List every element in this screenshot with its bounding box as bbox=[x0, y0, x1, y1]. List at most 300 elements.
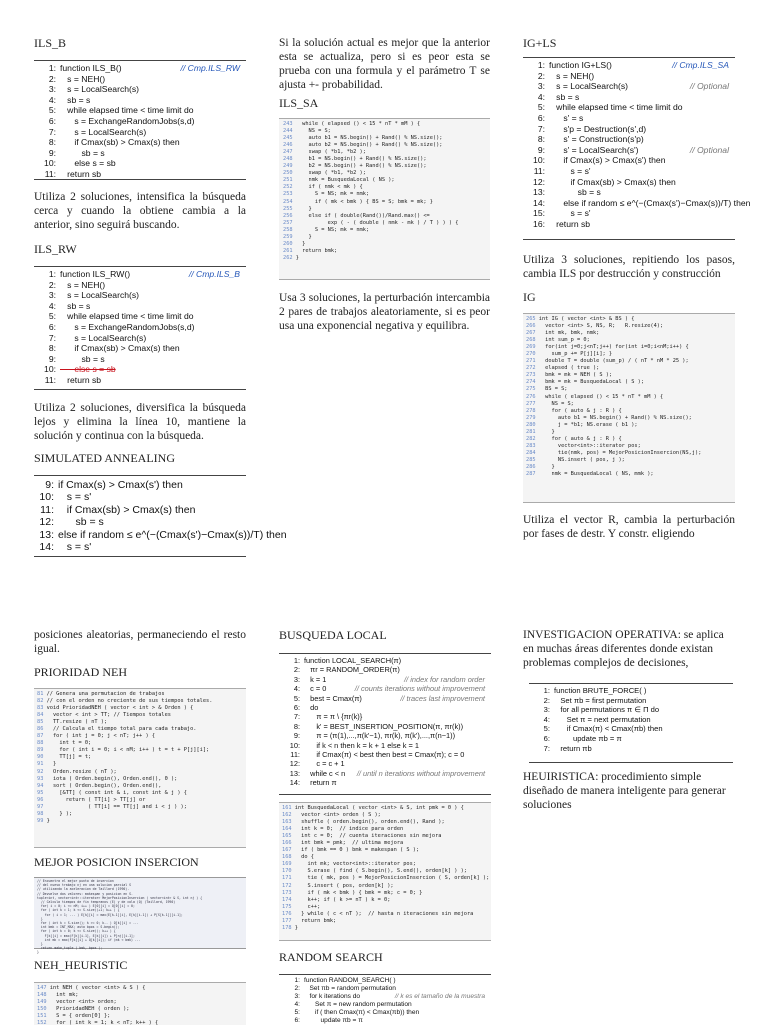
code-line-text: for ( int k = 1; k < nT; k++ ) { bbox=[46, 1020, 159, 1027]
line-number: 3: bbox=[294, 993, 300, 1000]
algorithm-line bbox=[529, 187, 735, 198]
code-line bbox=[37, 811, 246, 818]
line-text: while elapsed time < time limit do bbox=[60, 311, 194, 322]
ils-b-lines bbox=[34, 61, 246, 180]
code-line-number: 176 bbox=[282, 910, 292, 917]
code-line-number: 169 bbox=[282, 861, 292, 868]
code-line-text: S.erase ( find ( S.begin(), S.end(), orden[k] ) ); bbox=[291, 868, 467, 875]
code-line-text: return bmk; bbox=[292, 247, 338, 254]
code-line: int bmk = INT_MAX; auto bpos = S.begin(); bbox=[37, 925, 120, 930]
code-line-text: if ( mk < bmk ) { bmk = mk; c = 0; } bbox=[291, 889, 423, 896]
line-number: 13: bbox=[533, 187, 545, 198]
code-line-number: 85 bbox=[37, 719, 44, 726]
sa-intro-text: Si la solución actual es mejor que la anterior esta se actualiza, pero si es peor esta se prueba con una formula y el parámetro T se ajusta +- probabilidad. bbox=[279, 37, 490, 91]
code-line-number: 277 bbox=[526, 400, 536, 407]
line-number: 4: bbox=[48, 300, 56, 311]
code-line-text: tie(nmk, pos) = MejorPosicionInsercion(NS,j); bbox=[535, 449, 702, 456]
code-line-text: shuffle ( orden.begin(), orden.end(), Rand ); bbox=[291, 819, 445, 826]
code-line-text: c++; bbox=[291, 903, 321, 910]
code-line-number: 173 bbox=[282, 889, 292, 896]
busqueda-local-lines bbox=[279, 654, 491, 788]
line-number: 2: bbox=[48, 73, 56, 84]
code-line bbox=[282, 826, 491, 833]
code-line bbox=[37, 719, 246, 726]
ils-sa-code bbox=[279, 118, 490, 280]
code-line-number: 255 bbox=[283, 205, 293, 212]
line-text: while c < n bbox=[304, 768, 346, 778]
line-number: 2: bbox=[537, 70, 545, 81]
line-number: 7: bbox=[48, 332, 56, 343]
line-number: 5: bbox=[48, 105, 56, 116]
line-comment: // k es el tamaño de la muestra bbox=[394, 993, 485, 1000]
code-line bbox=[283, 255, 490, 262]
code-line-text: } bbox=[292, 205, 312, 212]
code-line-text: S.insert ( pos, orden[k] ); bbox=[291, 882, 394, 889]
code-line-text: S = NS; mk = nmk; bbox=[292, 191, 370, 198]
code-line: F[k][i] = max(F[k][i-1], E[k][i]) + P[nj][i-1]; bbox=[37, 933, 135, 938]
code-line-text: return ( TT[i] > TT[j] or bbox=[43, 796, 146, 803]
code-line bbox=[37, 769, 246, 776]
code-line-text: int sum_p = 0; bbox=[535, 337, 590, 344]
code-line-number: 282 bbox=[526, 435, 536, 442]
line-text: s = s' bbox=[58, 541, 92, 554]
ils-b-description: Utiliza 2 soluciones, intensifica la búsqueda cerca y cuando la obtiene cambia a la anterior, sino seguirá buscando. bbox=[34, 191, 246, 231]
code-line-text: sort ( Orden.begin(), Orden.end(), bbox=[43, 782, 162, 789]
line-comment: // Optional bbox=[689, 81, 729, 92]
code-line bbox=[282, 833, 491, 840]
line-text: c = 0 bbox=[304, 684, 327, 694]
code-line-number: 170 bbox=[282, 868, 292, 875]
code-line-number: 97 bbox=[37, 803, 44, 810]
algorithm-line bbox=[529, 60, 735, 71]
line-number: 10: bbox=[44, 158, 56, 169]
code-line: for ( int k = 0; k <= S.size(); k++ ) { bbox=[37, 929, 116, 934]
code-line: // Calcula tiempos de fin tempranos (E) y de cola (Q) (Taillard, 1990) bbox=[37, 900, 176, 905]
code-line-text: TT.resize ( nT ); bbox=[43, 719, 108, 726]
line-number: 10: bbox=[533, 155, 545, 166]
code-line-number: 87 bbox=[37, 733, 44, 740]
algorithm-line bbox=[284, 750, 491, 759]
code-line-text: int mk, bmk, nmk; bbox=[535, 330, 600, 337]
line-number: 10: bbox=[39, 491, 54, 504]
algorithm-line bbox=[284, 1017, 491, 1025]
code-line bbox=[37, 804, 246, 811]
algorithm-line bbox=[284, 675, 491, 684]
line-text: while elapsed time < time limit do bbox=[60, 105, 194, 116]
line-number: 2: bbox=[293, 665, 300, 675]
ils-sa-title: ILS_SA bbox=[279, 96, 319, 110]
code-line bbox=[283, 234, 490, 241]
code-line-text: swap ( *b1, *b2 ); bbox=[292, 170, 366, 177]
code-line bbox=[37, 691, 246, 698]
code-line: for( i = 0; i <= nM; i++ ) E[0][i] = Q[0][i] = 0; bbox=[37, 904, 135, 909]
algorithm-line bbox=[534, 696, 733, 706]
line-text: if Cmax(π) < Cmax(πb) then bbox=[554, 724, 663, 734]
mejor-posicion-code bbox=[34, 877, 246, 955]
code-line bbox=[283, 142, 490, 149]
line-number: 1: bbox=[543, 686, 550, 695]
code-line bbox=[282, 819, 491, 826]
code-line-text: if ( mk < bmk ) { BS = S; bmk = mk; } bbox=[292, 198, 433, 205]
code-line-text: } bbox=[43, 761, 57, 768]
line-number: 6: bbox=[48, 321, 56, 332]
line-text: for all permutations π ∈ Π do bbox=[554, 705, 660, 715]
code-line-number: 81 bbox=[37, 691, 44, 697]
code-line-number: 88 bbox=[37, 740, 44, 747]
code-line-number: 168 bbox=[282, 854, 292, 861]
code-line-text: NS = S; bbox=[292, 128, 331, 135]
algorithm-line bbox=[534, 686, 733, 696]
code-line-number: 165 bbox=[282, 833, 292, 840]
ils-b-algorithm bbox=[34, 60, 246, 180]
line-text: s = NEH() bbox=[60, 73, 106, 84]
code-line bbox=[37, 1006, 246, 1013]
line-number: 7: bbox=[543, 743, 550, 753]
code-line-number: 280 bbox=[526, 421, 536, 428]
code-line bbox=[526, 450, 735, 457]
code-line-number: 269 bbox=[526, 344, 536, 351]
code-line-text: nmk = BusquedaLocal ( NS, mmk ); bbox=[535, 471, 654, 478]
algorithm-line bbox=[40, 169, 246, 180]
line-number: 6: bbox=[537, 112, 545, 123]
code-line-number: 86 bbox=[37, 726, 44, 733]
code-line-number: 261 bbox=[283, 247, 293, 254]
code-line bbox=[37, 1013, 246, 1020]
code-line-number: 267 bbox=[526, 330, 536, 337]
code-line bbox=[283, 149, 490, 156]
algorithm-line bbox=[40, 269, 246, 280]
code-line-text: iota ( Orden.begin(), Orden.end(), 0 ); bbox=[43, 775, 178, 782]
line-number: 9: bbox=[537, 144, 545, 155]
code-line bbox=[526, 316, 735, 323]
algorithm-line bbox=[284, 712, 491, 721]
ig-description: Utiliza el vector R, cambia la perturbación por fases de destr. Y constr. eligiendo bbox=[523, 514, 735, 540]
random-search-lines bbox=[279, 975, 491, 1025]
line-text: else if random ≤ e^(−(Cmax(s')−Cmax(s))/T) then bbox=[549, 197, 751, 208]
line-number: 13: bbox=[289, 768, 300, 778]
code-line bbox=[283, 121, 490, 128]
code-line bbox=[526, 401, 735, 408]
code-line-text: S = NS; mk = nmk; bbox=[292, 226, 370, 233]
code-line bbox=[37, 733, 246, 740]
code-line-text: int c = 0; // cuenta iteraciones sin mejora bbox=[291, 833, 442, 840]
line-text: s'p = Destruction(s',d) bbox=[549, 123, 647, 134]
code-line bbox=[283, 156, 490, 163]
code-line-number: 178 bbox=[282, 924, 292, 931]
code-line-number: 243 bbox=[283, 121, 293, 127]
line-number: 14: bbox=[533, 197, 545, 208]
line-number: 5: bbox=[537, 102, 545, 113]
line-number: 9: bbox=[293, 731, 300, 741]
line-number: 4: bbox=[48, 94, 56, 105]
line-text: function ILS_RW() bbox=[60, 269, 131, 279]
code-line-text: b1 = NS.begin() + Rand() % NS.size(); bbox=[292, 156, 427, 163]
line-number: 4: bbox=[294, 1001, 300, 1008]
code-line bbox=[37, 992, 246, 999]
ils-rw-algorithm bbox=[34, 266, 246, 390]
algorithm-line bbox=[38, 479, 246, 491]
code-line-text: k++; if ( k >= nT ) k = 0; bbox=[291, 896, 391, 903]
code-line: // del nuevo trabajo nj en una solucion parcial S bbox=[37, 883, 132, 888]
code-line-text: sum_p += P[j][i]; } bbox=[535, 351, 613, 358]
algorithm-line bbox=[284, 985, 491, 993]
line-number: 1: bbox=[294, 977, 300, 984]
line-text: s = NEH() bbox=[60, 279, 106, 290]
code-line bbox=[283, 248, 490, 255]
code-line-number: 276 bbox=[526, 393, 536, 400]
code-line-text: auto b2 = NS.begin() + Rand() % NS.size(); bbox=[292, 142, 443, 149]
igls-algorithm bbox=[523, 57, 751, 240]
code-line: } bbox=[37, 950, 39, 955]
line-comment: // Cmp.ILS_B bbox=[188, 269, 240, 279]
code-line bbox=[37, 783, 246, 790]
code-line-text: int BusquedaLocal ( vector <int> & S, int pmk = 0 ) { bbox=[291, 805, 464, 811]
code-line-text: bmk = mk = NEH ( S ); bbox=[535, 372, 613, 379]
line-text: π = π \ {πr(k)} bbox=[304, 712, 363, 722]
code-line-text: int t = 0; bbox=[43, 740, 92, 747]
algorithm-line bbox=[40, 137, 246, 148]
line-comment: // counts iterations without improvement bbox=[354, 684, 485, 694]
code-line-number: 246 bbox=[283, 142, 293, 149]
code-line-text: double T = double (sum_p) / ( nT * nM * 25 ); bbox=[535, 358, 689, 365]
line-number: 1: bbox=[48, 269, 56, 279]
code-line-text: b2 = NS.begin() + Rand() % NS.size(); bbox=[292, 163, 427, 170]
mejor-posicion-code-lines bbox=[34, 878, 246, 955]
algorithm-line bbox=[529, 113, 735, 124]
code-line-text: j = *b1; NS.erase ( b1 ); bbox=[535, 421, 638, 428]
ig-description-continued: posiciones aleatorias, permaneciendo el resto igual. bbox=[34, 629, 246, 655]
code-line: } bbox=[37, 942, 43, 947]
line-number: 7: bbox=[48, 126, 56, 137]
line-text: sb = s bbox=[60, 300, 91, 311]
code-line-number: 245 bbox=[283, 135, 293, 142]
code-line bbox=[37, 740, 246, 747]
line-text: s = LocalSearch(s) bbox=[60, 290, 140, 301]
algorithm-line bbox=[38, 516, 246, 528]
algorithm-line bbox=[38, 504, 246, 516]
algorithm-line bbox=[284, 731, 491, 740]
line-text: function BRUTE_FORCE( ) bbox=[554, 686, 647, 695]
line-text: sb = s bbox=[549, 91, 580, 102]
algorithm-line bbox=[284, 694, 491, 703]
code-line-text: int NEH ( vector <int> & S ) { bbox=[46, 985, 146, 991]
code-line-number: 279 bbox=[526, 414, 536, 421]
algorithm-line bbox=[529, 208, 735, 219]
code-line-number: 91 bbox=[37, 761, 44, 768]
algorithm-line bbox=[40, 311, 246, 322]
algorithm-line bbox=[284, 993, 491, 1001]
code-line-text: vector <int> orden ( S ); bbox=[291, 812, 381, 819]
code-line-number: 275 bbox=[526, 386, 536, 393]
line-comment: // index for random order bbox=[404, 674, 485, 684]
line-number: 11: bbox=[44, 374, 56, 385]
line-number: 1: bbox=[293, 656, 300, 665]
line-number: 4: bbox=[543, 714, 550, 724]
line-text: sb = s bbox=[58, 516, 104, 529]
code-line-number: 254 bbox=[283, 198, 293, 205]
code-line-text: while ( elapsed () < 15 * nT * mM ) { bbox=[292, 121, 421, 127]
line-number: 1: bbox=[48, 63, 56, 73]
code-line-number: 83 bbox=[37, 705, 44, 712]
code-line-text: BS = S; bbox=[535, 386, 568, 393]
algorithm-line bbox=[40, 116, 246, 127]
line-comment: // Cmp.ILS_SA bbox=[672, 60, 729, 70]
line-number: 5: bbox=[293, 693, 300, 703]
code-line bbox=[37, 776, 246, 783]
code-line-number: 151 bbox=[37, 1013, 47, 1020]
algorithm-line bbox=[529, 145, 735, 156]
code-line-number: 262 bbox=[283, 254, 293, 261]
code-line-number: 96 bbox=[37, 796, 44, 803]
ig-code bbox=[523, 313, 735, 503]
algorithm-line bbox=[40, 95, 246, 106]
brute-force-algorithm bbox=[529, 683, 733, 763]
line-text: πr = RANDOM_ORDER(π) bbox=[304, 665, 400, 675]
line-text: else s = sb bbox=[60, 364, 116, 375]
ils-b-title: ILS_B bbox=[34, 36, 67, 50]
code-line bbox=[526, 358, 735, 365]
line-comment: // traces last improvement bbox=[400, 693, 485, 703]
neh-heuristic-code bbox=[34, 982, 246, 1025]
code-line-number: 258 bbox=[283, 226, 293, 233]
code-line-text: } bbox=[291, 924, 298, 931]
code-line bbox=[526, 429, 735, 436]
code-line bbox=[37, 754, 246, 761]
code-line-text: PrioridadNEH ( orden ); bbox=[46, 1006, 130, 1013]
algorithm-line bbox=[534, 734, 733, 744]
line-number: 3: bbox=[537, 81, 545, 92]
code-line bbox=[37, 705, 246, 712]
code-line-number: 281 bbox=[526, 428, 536, 435]
line-text: s = NEH() bbox=[549, 70, 595, 81]
line-text: while elapsed time < time limit do bbox=[549, 102, 683, 113]
algorithm-line bbox=[38, 491, 246, 503]
line-text: s = s' bbox=[549, 165, 591, 176]
code-line-text: void PrioridadNEH ( vector < int > & Orden ) { bbox=[43, 705, 194, 712]
code-line: for ( i = 1; ... ) E[k][i] = max(E[k-1][i], E[k][i-1]) + P[S[k-1]][i-1]; bbox=[37, 912, 183, 917]
code-line-number: 99 bbox=[37, 817, 44, 824]
code-line bbox=[282, 897, 491, 904]
line-number: 6: bbox=[48, 115, 56, 126]
code-line-number: 265 bbox=[526, 316, 536, 322]
igls-title: IG+LS bbox=[523, 36, 557, 50]
code-line-number: 166 bbox=[282, 840, 292, 847]
line-number: 12: bbox=[39, 516, 54, 529]
algorithm-line bbox=[40, 105, 246, 116]
algorithm-line bbox=[40, 333, 246, 344]
line-text: s = LocalSearch(s) bbox=[60, 84, 140, 95]
code-line bbox=[526, 464, 735, 471]
line-text: s = LocalSearch(s) bbox=[549, 81, 629, 92]
neh-heuristic-title: NEH_HEURISTIC bbox=[34, 958, 128, 972]
code-line bbox=[526, 415, 735, 422]
code-line-text: } bbox=[292, 254, 299, 261]
algorithm-line bbox=[40, 354, 246, 365]
line-text: return sb bbox=[60, 168, 102, 179]
code-line-number: 252 bbox=[283, 184, 293, 191]
code-line-number: 161 bbox=[282, 805, 292, 811]
code-line bbox=[37, 712, 246, 719]
line-number: 4: bbox=[537, 91, 545, 102]
line-number: 10: bbox=[289, 740, 300, 750]
code-line-text: int k = 0; // indice para orden bbox=[291, 826, 404, 833]
algorithm-line bbox=[40, 364, 246, 375]
code-line-number: 171 bbox=[282, 875, 292, 882]
code-line bbox=[282, 925, 491, 932]
algorithm-line bbox=[529, 155, 735, 166]
code-line bbox=[283, 199, 490, 206]
code-line bbox=[526, 365, 735, 372]
line-text: do bbox=[304, 703, 319, 713]
code-line bbox=[283, 206, 490, 213]
code-line-number: 175 bbox=[282, 903, 292, 910]
algorithm-line bbox=[529, 71, 735, 82]
line-text: best = Cmax(π) bbox=[304, 693, 362, 703]
investigacion-operativa-text: INVESTIGACION OPERATIVA: se aplica en muchas áreas diferentes donde existan problemas complejos de decisiones, bbox=[523, 629, 724, 669]
algorithm-line bbox=[40, 280, 246, 291]
code-line-number: 273 bbox=[526, 372, 536, 379]
code-line: for ( int k = S.size(); k >= 0; k-- ) Q[k][i] = ... bbox=[37, 921, 139, 926]
code-line-number: 92 bbox=[37, 768, 44, 775]
code-line bbox=[282, 918, 491, 925]
code-line bbox=[282, 883, 491, 890]
code-line bbox=[283, 213, 490, 220]
code-line-text: ( TT[i] == TT[j] and i < j ) ); bbox=[43, 803, 187, 810]
line-text: s = ExchangeRandomJobs(s,d) bbox=[60, 321, 195, 332]
code-line-text: swap ( *b1, *b2 ); bbox=[292, 149, 366, 156]
algorithm-line bbox=[40, 290, 246, 301]
algorithm-line bbox=[40, 343, 246, 354]
code-line bbox=[282, 890, 491, 897]
code-line-number: 147 bbox=[37, 985, 47, 991]
code-line bbox=[526, 323, 735, 330]
line-text: function IG+LS() bbox=[549, 60, 612, 70]
mejor-posicion-title: MEJOR POSICION INSERCION bbox=[34, 855, 199, 869]
line-text: function ILS_B() bbox=[60, 63, 122, 73]
line-number: 11: bbox=[533, 165, 545, 176]
code-line-number: 284 bbox=[526, 449, 536, 456]
code-line bbox=[282, 840, 491, 847]
code-line: // utilizando la aceleracion de Taillard (1990). bbox=[37, 887, 130, 892]
line-number: 14: bbox=[289, 778, 300, 788]
line-text: π = (π(1),...,π(k'−1), πr(k), π(k'),...,π(n−1)) bbox=[304, 731, 456, 741]
prioridad-neh-code-lines bbox=[34, 689, 246, 825]
code-line-text: S = { orden[0] }; bbox=[46, 1013, 111, 1020]
code-line bbox=[526, 471, 735, 478]
code-line-number: 148 bbox=[37, 992, 47, 999]
algorithm-line bbox=[284, 741, 491, 750]
code-line-text: while ( elapsed () < 15 * nT * mM ) { bbox=[535, 393, 664, 400]
line-text: if Cmax(sb) > Cmax(s) then bbox=[60, 343, 180, 354]
code-line-number: 285 bbox=[526, 456, 536, 463]
algorithm-line bbox=[40, 74, 246, 85]
code-line-number: 167 bbox=[282, 847, 292, 854]
code-line-number: 94 bbox=[37, 782, 44, 789]
algorithm-line bbox=[534, 715, 733, 725]
code-line bbox=[283, 135, 490, 142]
code-line: // Devuelve dos valores: makespan y posicion en S. bbox=[37, 891, 133, 896]
line-text: if Cmax(sb) > Cmax(s) then bbox=[549, 176, 676, 187]
line-number: 2: bbox=[294, 985, 300, 992]
line-number: 8: bbox=[48, 343, 56, 354]
line-number: 2: bbox=[48, 279, 56, 290]
random-search-title: RANDOM SEARCH bbox=[279, 950, 383, 964]
line-number: 15: bbox=[533, 208, 545, 219]
code-line-text: int mk; vector<int>::iterator pos; bbox=[291, 861, 416, 868]
code-line-number: 251 bbox=[283, 177, 293, 184]
code-line-number: 260 bbox=[283, 240, 293, 247]
line-text: if ( then Cmax(π) < Cmax(πb)) then bbox=[304, 1009, 420, 1016]
